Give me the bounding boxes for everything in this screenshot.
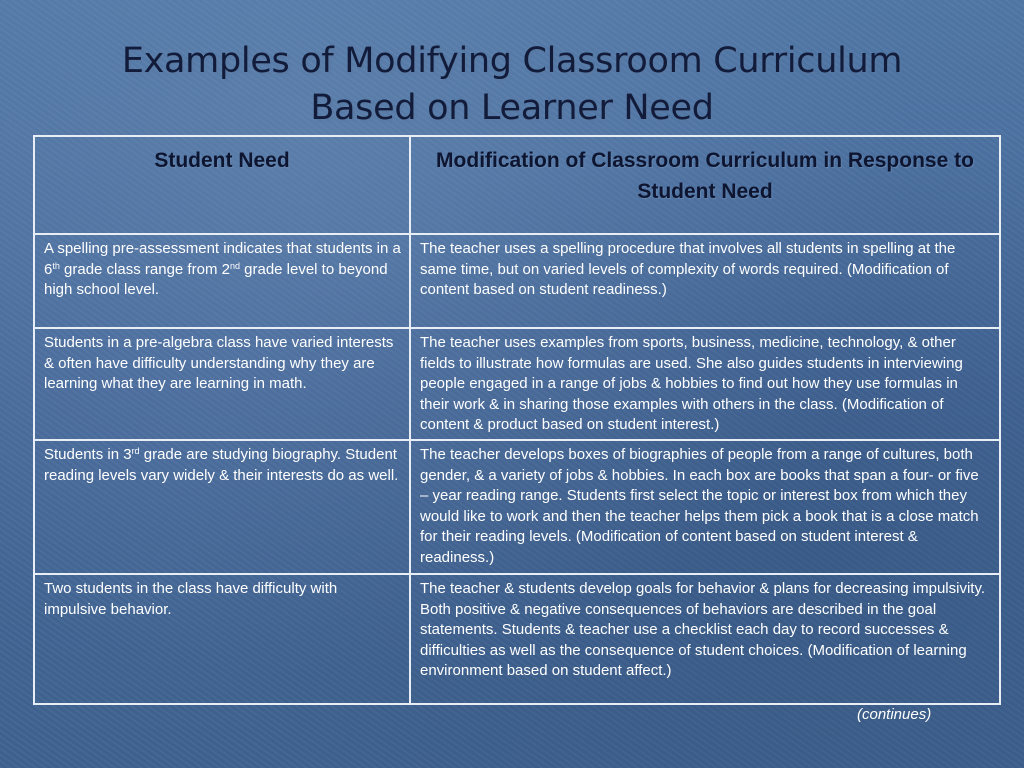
- need-text: A spelling pre-assessment indicates that students in a 6: [44, 240, 401, 278]
- need-text: grade level to beyond high school level.: [44, 260, 388, 298]
- need-text: grade are studying biography. Student reading levels vary widely & their interests do as well.: [44, 446, 399, 484]
- student-need-cell: Students in a pre-algebra class have varied interests & often have difficulty understanding why they are learning what they are learning in math.: [34, 328, 410, 440]
- student-need-cell: Two students in the class have difficulty with impulsive behavior.: [34, 574, 410, 704]
- curriculum-table-container: [33, 135, 999, 700]
- table-row: [34, 574, 1000, 704]
- table-row: [34, 440, 1000, 574]
- need-text: Students in 3: [44, 446, 132, 463]
- modification-cell: The teacher & students develop goals for behavior & plans for decreasing impulsivity. Both positive & negative consequences of behaviors are described in the goal statements. Students & teacher use a checklist each day to record successes & difficulties as well as the consequence of student choices. (Modification of learning environment based on student affect.): [410, 574, 1000, 704]
- student-need-cell: [34, 234, 410, 328]
- slide-title-line-1: Examples of Modifying Classroom Curriculum: [121, 41, 903, 81]
- need-text: grade class range from 2: [59, 260, 230, 278]
- column-header-modification: Modification of Classroom Curriculum in Response to Student Need: [410, 136, 1000, 234]
- table-row: [34, 234, 1000, 328]
- modification-cell: The teacher uses a spelling procedure that involves all students in spelling at the same time, but on varied levels of complexity of words required. (Modification of content based on student readiness.): [410, 234, 1000, 328]
- ordinal-suffix: th: [52, 260, 60, 271]
- curriculum-table: [33, 135, 1001, 705]
- modification-cell: The teacher develops boxes of biographies of people from a range of cultures, both gender, & a variety of jobs & hobbies. In each box are books that span a four- or five – year reading range. Students first select the topic or interest box from which they would like to work and then the teacher helps them pick a book that is a close match for their reading levels. (Modification of content based on student interest & readiness.): [410, 440, 1000, 574]
- slide-title: [0, 38, 1024, 132]
- continues-note: (continues): [857, 706, 932, 723]
- table-header-row: [34, 136, 1000, 234]
- ordinal-suffix: nd: [229, 260, 240, 271]
- student-need-cell: [34, 440, 410, 574]
- modification-cell: The teacher uses examples from sports, business, medicine, technology, & other fields to illustrate how formulas are used. She also guides students in interviewing people engaged in a range of jobs & hobbies to find out how they use formulas in their work & in sharing those examples with others in the class. (Modification of content & product based on student interest.): [410, 328, 1000, 440]
- ordinal-suffix: rd: [131, 446, 140, 456]
- table-row: [34, 328, 1000, 440]
- column-header-student-need: Student Need: [34, 136, 410, 234]
- slide-title-line-2: Based on Learner Need: [310, 88, 714, 128]
